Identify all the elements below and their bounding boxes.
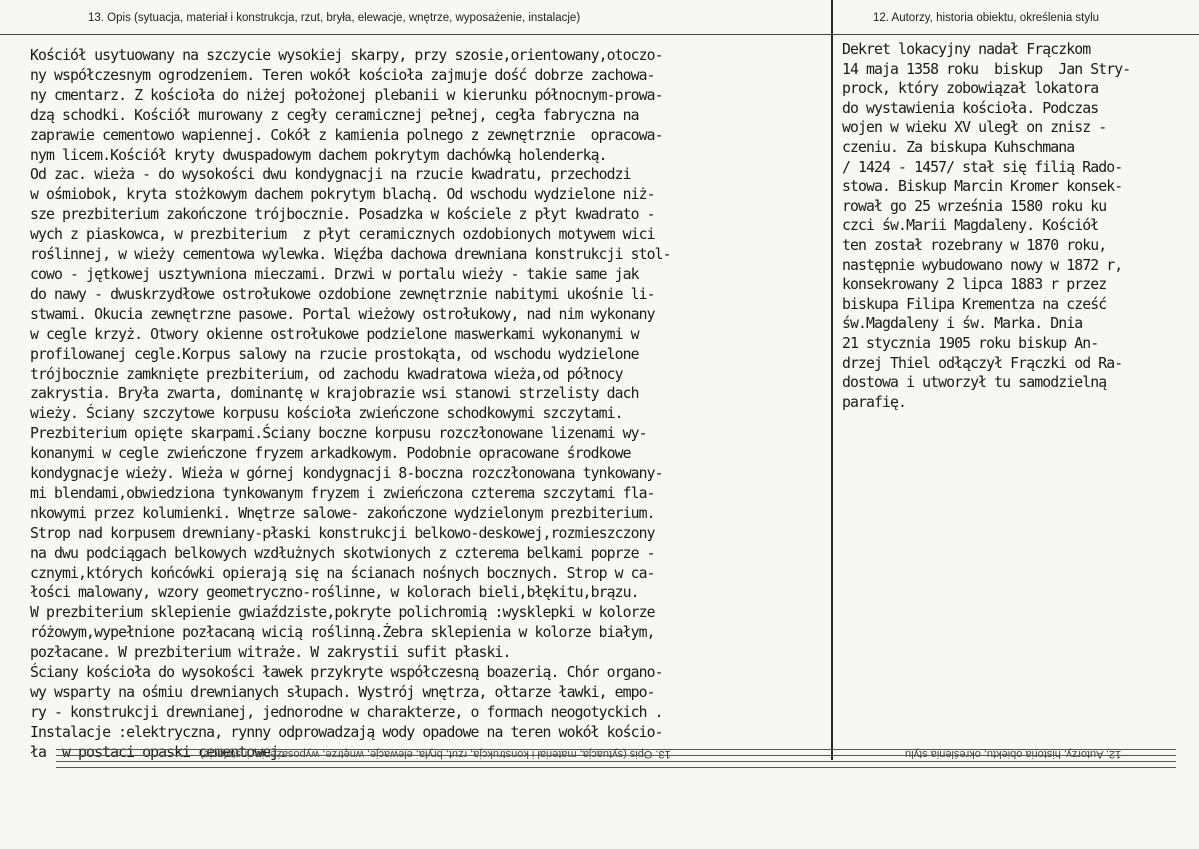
- history-line: do wystawienia kościoła. Podczas: [842, 99, 1099, 117]
- history-line: konsekrowany 2 lipca 1883 r przez: [842, 276, 1107, 294]
- description-line: ny cmentarz. Z kościoła do niżej położonej plebanii w kierunku północnym-prowa-: [30, 86, 663, 104]
- history-line: dostowa i utworzył tu samodzielną: [842, 374, 1107, 392]
- description-line: do nawy - dwuskrzydłowe ostrołukowe ozdobione zewnętrznie nabitymi ukośnie li-: [30, 285, 655, 303]
- footer-mirrored-label-right: 12. Autorzy, historia obiektu, określenia stylu: [905, 748, 1122, 760]
- history-line: następnie wybudowano nowy w 1872 r,: [842, 256, 1123, 274]
- footer-rule-3: [56, 761, 1176, 766]
- description-line: nkowymi przez kolumienki. Wnętrze salowe- zakończone wydzielonym prezbiterium.: [30, 504, 655, 522]
- footer-rule-4: [56, 767, 1176, 772]
- history-line: parafię.: [842, 393, 907, 411]
- description-line: w ośmiobok, kryta stożkowym dachem pokrytym blachą. Od wschodu wydzielone niż-: [30, 186, 655, 204]
- history-line: 21 stycznia 1905 roku biskup An-: [842, 334, 1099, 352]
- description-line: W prezbiterium sklepienie gwiaździste,pokryte polichromią :wysklepki w kolorze: [30, 604, 655, 622]
- description-line: cznymi,których końcówki opierają się na ścianach nośnych bocznych. Strop w ca-: [30, 564, 655, 582]
- header-divider: [0, 34, 1199, 35]
- description-line: ła w postaci opaski cementowej.: [30, 743, 287, 761]
- description-line: zakrystia. Bryła zwarta, dominantę w krajobrazie wsi stanowi strzelisty dach: [30, 385, 639, 403]
- history-section-header: 12. Autorzy, historia obiektu, określenia stylu: [873, 12, 1100, 24]
- description-line: ry - konstrukcji drewnianej, jednorodne w charakterze, o formach neogotyckich .: [30, 703, 663, 721]
- description-line: ny współczesnym ogrodzeniem. Teren wokół kościoła zajmuje dość dobrze zachowa-: [30, 66, 655, 84]
- history-line: Dekret lokacyjny nadał Frączkom: [842, 41, 1091, 58]
- description-line: w cegle krzyż. Otwory okienne ostrołukowe podzielone maswerkami wykonanymi w: [30, 325, 639, 343]
- description-line: mi blendami,obwiedziona tynkowanym fryzem i zwieńczona czterema szczytami fla-: [30, 484, 655, 502]
- description-section-header: 13. Opis (sytuacja, materiał i konstrukcja, rzut, bryła, elewacje, wnętrze, wyposażenie, instalacje): [88, 12, 581, 24]
- history-line: biskupa Filipa Krementza na cześć: [842, 295, 1107, 313]
- description-line: roślinnej, w wieży cementowa wylewka. Więźba dachowa drewniana konstrukcji stol-: [30, 246, 671, 264]
- description-line: Strop nad korpusem drewniany-płaski konstrukcji belkowo-deskowej,rozmieszczony: [30, 524, 655, 542]
- description-line: stwami. Okucia zewnętrzne pasowe. Portal wieżowy ostrołukowy, nad nim wykonany: [30, 305, 655, 323]
- description-line: Prezbiterium opięte skarpami.Ściany boczne korpusu rozczłonowane lizenami wy-: [30, 425, 647, 443]
- description-line: pozłacane. W prezbiterium witraże. W zakrystii sufit płaski.: [30, 644, 511, 662]
- description-line: wy wsparty na ośmiu drewnianych słupach. Wystrój wnętrza, ołtarze ławki, empo-: [30, 684, 655, 701]
- description-line: na dwu podciągach belkowych wzdłużnych skotwionych z czterema belkami poprze -: [30, 544, 655, 562]
- description-line: Kościół usytuowany na szczycie wysokiej skarpy, przy szosie,orientowany,otoczo-: [30, 47, 663, 64]
- history-line: św.Magdaleny i św. Marka. Dnia: [842, 315, 1083, 333]
- history-text: [842, 40, 1130, 412]
- description-line: wych z piaskowca, w prezbiterium z płyt ceramicznych ozdobionych motywem wici: [30, 226, 655, 244]
- description-line: różowym,wypełnione pozłacaną wicią roślinną.Żebra sklepienia w kolorze białym,: [30, 624, 655, 642]
- history-line: czeniu. Za biskupa Kuhschmana: [842, 138, 1075, 156]
- history-line: rował go 25 września 1580 roku ku: [842, 197, 1107, 215]
- history-line: ten został rozebrany w 1870 roku,: [842, 236, 1107, 254]
- history-line: wojen w wieku XV uległ on znisz -: [842, 119, 1107, 137]
- description-line: zaprawie cementowo wapiennej. Cokół z kamienia polnego z zewnętrznie opracowa-: [30, 126, 663, 144]
- description-line: wieży. Ściany szczytowe korpusu kościoła zwieńczone schodkowymi szczytami.: [30, 405, 623, 423]
- description-line: profilowanej cegle.Korpus salowy na rzucie prostokąta, od wschodu wydzielone: [30, 345, 639, 363]
- history-line: / 1424 - 1457/ stał się filią Rado-: [842, 158, 1123, 176]
- description-line: łości malowany, wzory geometryczno-roślinne, w kolorach bieli,błękitu,brązu.: [30, 584, 639, 602]
- history-line: prock, który zobowiązał lokatora: [842, 80, 1099, 98]
- column-divider: [831, 0, 833, 760]
- footer-mirrored-label-left: 13. Opis (sytuacja, materiał i konstrukcja, rzut, bryła, elewacje, wnętrze, wyposażenie, instalacje): [200, 748, 671, 760]
- description-line: konanymi w cegle zwieńczone fryzem arkadkowym. Podobnie opracowane środkowe: [30, 445, 631, 463]
- history-line: drzej Thiel odłączył Frączki od Ra-: [842, 354, 1123, 372]
- description-line: trójbocznie zamknięte prezbiterium, od zachodu kwadratowa wieża,od północy: [30, 365, 623, 383]
- description-line: sze prezbiterium zakończone trójbocznie. Posadzka w kościele z płyt kwadrato -: [30, 206, 655, 224]
- description-line: Ściany kościoła do wysokości ławek przykryte współczesną boazerią. Chór organo-: [30, 664, 663, 682]
- description-line: kondygnacje wieży. Wieża w górnej kondygnacji 8-boczna rozczłonowana tynkowany-: [30, 465, 663, 483]
- description-line: Instalacje :elektryczna, rynny odprowadzają wody opadowe na teren wokół kościo-: [30, 723, 663, 741]
- description-line: cowo - jętkowej usztywniona mieczami. Drzwi w portalu wieży - takie same jak: [30, 265, 639, 283]
- description-line: nym licem.Kościół kryty dwuspadowym dachem pokrytym dachówką holenderką.: [30, 146, 607, 164]
- description-line: Od zac. wieża - do wysokości dwu kondygnacji na rzucie kwadratu, przechodzi: [30, 166, 631, 184]
- history-line: czci św.Marii Magdaleny. Kościół: [842, 217, 1099, 235]
- description-text: [30, 46, 671, 763]
- description-line: dzą schodki. Kościół murowany z cegły ceramicznej pełnej, cegła fabryczna na: [30, 106, 639, 124]
- history-line: stowa. Biskup Marcin Kromer konsek-: [842, 178, 1123, 196]
- history-line: 14 maja 1358 roku biskup Jan Stry-: [842, 60, 1131, 78]
